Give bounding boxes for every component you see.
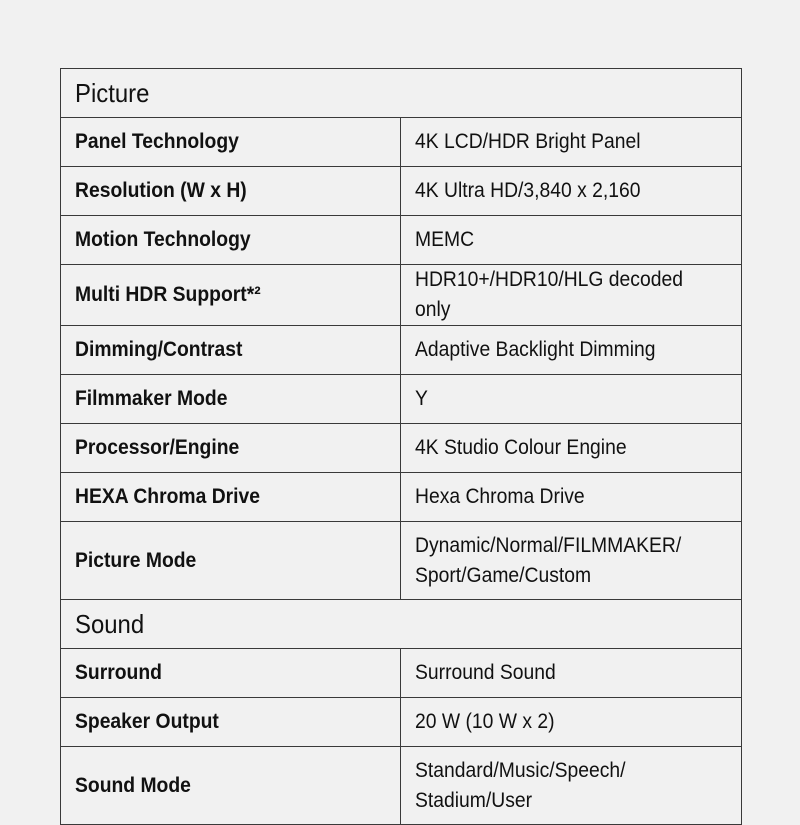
spec-row-speaker-output (61, 698, 742, 747)
spec-value (401, 522, 742, 600)
spec-value: HDR10+/HDR10/HLG decoded only (401, 265, 742, 326)
value-line: Sport/Game/Custom (415, 563, 592, 587)
spec-value: 4K LCD/HDR Bright Panel (401, 118, 742, 167)
spec-row-surround (61, 649, 742, 698)
spec-label: HEXA Chroma Drive (61, 473, 401, 522)
spec-value: Hexa Chroma Drive (401, 473, 742, 522)
spec-label: Surround (61, 649, 401, 698)
spec-row-processor-engine (61, 424, 742, 473)
section-title: Picture (61, 69, 742, 118)
spec-label: Resolution (W x H) (61, 167, 401, 216)
spec-label: Motion Technology (61, 216, 401, 265)
spec-row-picture-mode (61, 522, 742, 600)
spec-row-resolution (61, 167, 742, 216)
spec-row-filmmaker-mode (61, 375, 742, 424)
spec-label: Speaker Output (61, 698, 401, 747)
spec-value: Adaptive Backlight Dimming (401, 326, 742, 375)
spec-row-sound-mode (61, 747, 742, 825)
section-header-picture (61, 69, 742, 118)
spec-row-motion-technology (61, 216, 742, 265)
spec-label: Processor/Engine (61, 424, 401, 473)
spec-value: MEMC (401, 216, 742, 265)
spec-value: 4K Studio Colour Engine (401, 424, 742, 473)
spec-value: Y (401, 375, 742, 424)
spec-value (401, 747, 742, 825)
spec-label: Sound Mode (61, 747, 401, 825)
spec-label: Picture Mode (61, 522, 401, 600)
spec-label: Multi HDR Support*² (61, 265, 401, 326)
spec-row-dimming-contrast (61, 326, 742, 375)
spec-label: Panel Technology (61, 118, 401, 167)
spec-row-multi-hdr-support (61, 265, 742, 326)
value-line: Stadium/User (415, 788, 533, 812)
spec-value: 20 W (10 W x 2) (401, 698, 742, 747)
value-line: Dynamic/Normal/FILMMAKER/ (415, 533, 682, 557)
spec-label: Filmmaker Mode (61, 375, 401, 424)
spec-value: 4K Ultra HD/3,840 x 2,160 (401, 167, 742, 216)
section-title: Sound (61, 600, 742, 649)
spec-value: Surround Sound (401, 649, 742, 698)
value-line: Standard/Music/Speech/ (415, 758, 626, 782)
spec-table (60, 68, 742, 825)
spec-row-hexa-chroma-drive (61, 473, 742, 522)
section-header-sound (61, 600, 742, 649)
spec-row-panel-technology (61, 118, 742, 167)
spec-label: Dimming/Contrast (61, 326, 401, 375)
